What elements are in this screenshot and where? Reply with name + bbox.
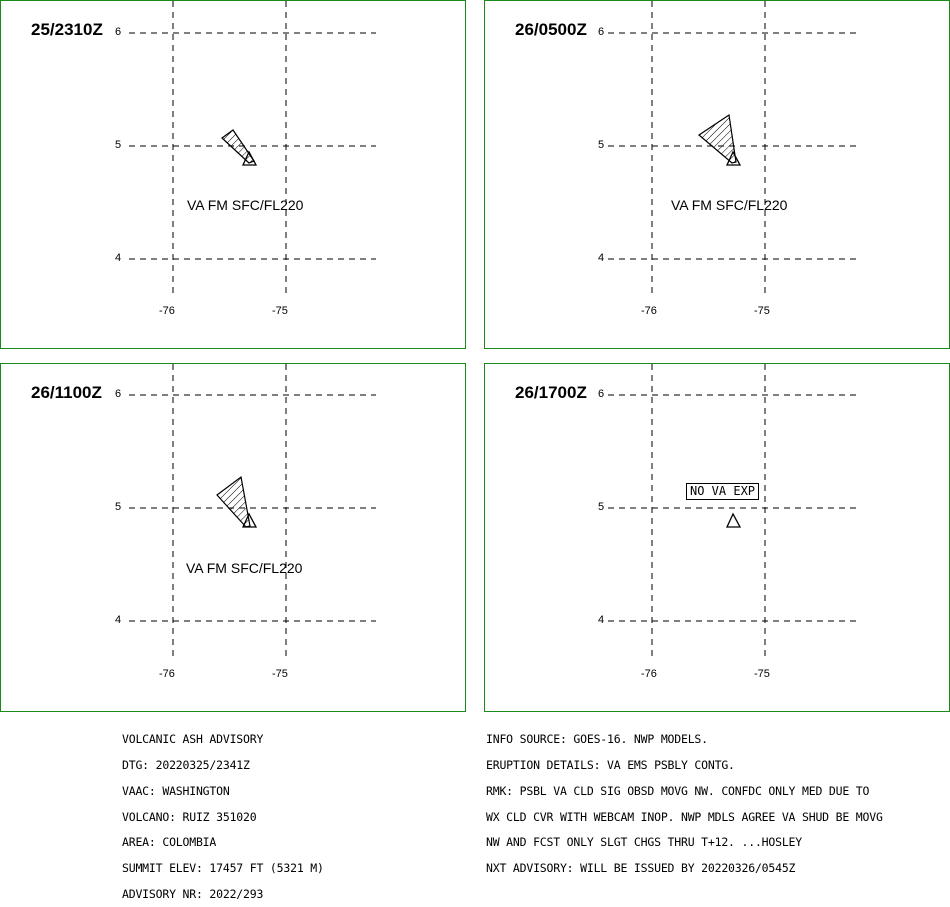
- panel-title: 26/1700Z: [515, 383, 587, 402]
- lat-tick-6: 6: [598, 26, 605, 38]
- advisory-line: RMK: PSBL VA CLD SIG OBSD MOVG NW. CONFDC ONLY MED DUE TO: [486, 783, 870, 798]
- advisory-line: ADVISORY NR: 2022/293: [122, 886, 264, 901]
- va-level-label: VA FM SFC/FL220: [186, 560, 303, 576]
- lat-tick-6: 6: [115, 388, 122, 400]
- lat-tick-4: 4: [598, 614, 605, 626]
- va-level-label: VA FM SFC/FL220: [187, 197, 304, 213]
- map-grid: [1, 364, 467, 713]
- ash-cloud-polygon: [699, 115, 736, 163]
- advisory-line: WX CLD CVR WITH WEBCAM INOP. NWP MDLS AGREE VA SHUD BE MOVG: [486, 809, 883, 824]
- advisory-line: AREA: COLOMBIA: [122, 835, 217, 850]
- panel-title: 26/0500Z: [515, 20, 587, 39]
- lon-tick-76: -76: [159, 305, 175, 317]
- panel-title: 26/1100Z: [31, 383, 102, 402]
- forecast-panel-1: [0, 0, 466, 349]
- lat-tick-4: 4: [598, 252, 605, 264]
- lon-tick-75: -75: [272, 668, 288, 680]
- ash-cloud-polygon: [222, 130, 254, 163]
- lon-tick-75: -75: [754, 305, 770, 317]
- lat-tick-5: 5: [115, 501, 122, 513]
- volcano-icon: [727, 514, 740, 527]
- lat-tick-6: 6: [115, 26, 122, 38]
- lat-tick-6: 6: [598, 388, 605, 400]
- lat-tick-4: 4: [115, 614, 122, 626]
- advisory-line: VOLCANO: RUIZ 351020: [122, 809, 257, 824]
- lon-tick-75: -75: [272, 305, 288, 317]
- advisory-remarks-text: [486, 718, 883, 881]
- lat-tick-5: 5: [598, 501, 605, 513]
- panel-title: 25/2310Z: [31, 20, 103, 39]
- va-level-label: VA FM SFC/FL220: [671, 197, 788, 213]
- lon-tick-76: -76: [641, 668, 657, 680]
- map-grid: [485, 1, 950, 350]
- advisory-line: NW AND FCST ONLY SLGT CHGS THRU T+12. ...HOSLEY: [486, 835, 803, 850]
- advisory-line: VAAC: WASHINGTON: [122, 783, 230, 798]
- advisory-line: DTG: 20220325/2341Z: [122, 757, 250, 772]
- lon-tick-75: -75: [754, 668, 770, 680]
- advisory-line: SUMMIT ELEV: 17457 FT (5321 M): [122, 861, 324, 876]
- advisory-line: INFO SOURCE: GOES-16. NWP MODELS.: [486, 732, 708, 747]
- map-grid: [1, 1, 467, 350]
- lat-tick-5: 5: [115, 139, 122, 151]
- forecast-panel-2: [484, 0, 950, 349]
- forecast-panel-3: [0, 363, 466, 712]
- advisory-line: ERUPTION DETAILS: VA EMS PSBLY CONTG.: [486, 757, 735, 772]
- forecast-panel-4: [484, 363, 950, 712]
- lon-tick-76: -76: [641, 305, 657, 317]
- advisory-header-text: [122, 718, 324, 907]
- lon-tick-76: -76: [159, 668, 175, 680]
- advisory-line: NXT ADVISORY: WILL BE ISSUED BY 20220326/0545Z: [486, 861, 796, 876]
- no-va-expected-box: NO VA EXP: [686, 483, 759, 500]
- ash-cloud-polygon: [217, 477, 250, 527]
- map-grid: [485, 364, 950, 713]
- lat-tick-5: 5: [598, 139, 605, 151]
- lat-tick-4: 4: [115, 252, 122, 264]
- advisory-line: VOLCANIC ASH ADVISORY: [122, 732, 264, 747]
